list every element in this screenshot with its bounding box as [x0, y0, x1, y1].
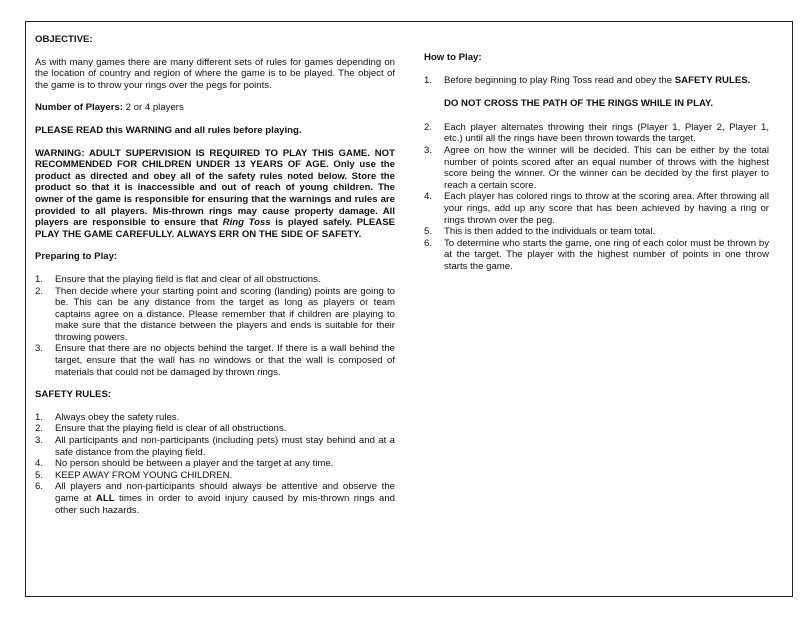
list-item [35, 343, 395, 378]
preparing-heading: Preparing to Play: [35, 251, 118, 263]
warning-game-name: Ring Toss [222, 217, 271, 229]
list-item-number: 4. [424, 191, 433, 203]
list-item [35, 435, 395, 458]
list-item [35, 274, 395, 286]
right-column [424, 52, 769, 284]
list-item [35, 458, 395, 470]
list-item [35, 286, 395, 344]
list-item-number: 2. [35, 423, 44, 435]
list-item-number: 2. [424, 121, 433, 133]
list-item [35, 470, 395, 482]
list-item-text: To determine who starts the game, one ring of each color must be thrown by at the target. The player with the highest number of points in one throw starts the game. [444, 237, 769, 272]
list-item-text: This is then added to the individuals or team total. [444, 226, 656, 238]
list-item [424, 191, 769, 226]
list-item [35, 481, 395, 516]
list-item-text: Ensure that the playing field is clear of all obstructions. [55, 423, 287, 435]
list-item-text: No person should be between a player and the target at any time. [55, 458, 334, 470]
emphasis-all: ALL [95, 493, 115, 504]
safety-rules-reference: SAFETY RULES. [674, 74, 751, 86]
list-item-text: Ensure that there are no objects behind the target. If there is a wall behind the target, ensure that the wall has no windows or that the wall is composed of materials that could not be damaged by thrown rings. [55, 343, 395, 378]
list-item [35, 412, 395, 424]
list-item-number: 2. [35, 285, 44, 297]
preparing-list [35, 274, 395, 378]
list-item-text: Ensure that the playing field is flat and clear of all obstructions. [55, 273, 321, 285]
list-item-text: Each player alternates throwing their rings (Player 1, Player 2, Player 1, etc.) until all the rings have been thrown towards the target. [444, 121, 769, 145]
safety-rules-heading: SAFETY RULES: [35, 389, 112, 401]
list-item-number: 6. [424, 237, 433, 249]
warning-part-2: is played safely. PLEASE PLAY THE GAME CAREFULLY. ALWAYS ERR ON THE SIDE OF SAFETY. [35, 217, 395, 240]
how-to-play-list [424, 75, 769, 87]
list-item-text: KEEP AWAY FROM YOUNG CHILDREN. [55, 469, 233, 481]
how-to-play-heading: How to Play: [424, 52, 482, 63]
rules-document [25, 21, 793, 597]
list-item-text: Before beginning to play Ring Toss read and obey the [444, 74, 675, 86]
list-item-number: 3. [35, 343, 44, 355]
list-item-number: 4. [35, 458, 44, 470]
objective-text: As with many games there are many different sets of rules for games depending on the location of country and region of where the game is to be played. The object of the game is to throw your rings over the pegs for points. [35, 56, 395, 91]
list-item [424, 226, 769, 238]
list-item-number: 5. [35, 469, 44, 481]
left-column [35, 34, 395, 527]
list-item [35, 423, 395, 435]
list-item-text: All participants and non-participants (including pets) must stay behind and at a safe distance from the playing field. [55, 435, 395, 458]
list-item-text: Always obey the safety rules. [55, 411, 180, 423]
list-item-text: Each player has colored rings to throw at the scoring area. After throwing all your rings, add up any score that has been achieved by having a ring or rings thrown over the peg. [444, 191, 769, 226]
players-label: Number of Players: [35, 102, 123, 114]
list-item-text: Then decide where your starting point and scoring (landing) points are going to be. This can be any distance from the target as long as players or team captains agree on a distance. Please remember that if children are playing to make sure that the distance between the players and ends is suitable for their throwing powers. [55, 285, 395, 343]
warning-part-1: WARNING: ADULT SUPERVISION IS REQUIRED TO PLAY THIS GAME. NOT RECOMMENDED FOR CHILDREN UNDER 13 YEARS OF AGE. Only use the product as directed and obey all of the safety rules noted below. Store the product so that it is inaccessible and out of reach of young children. The owner of the game is responsible for ensuring that the warnings and rules are provided to all players. Mis-thrown rings may cause property damage. All players are responsible to ensure that [35, 147, 395, 229]
list-item-number: 6. [35, 481, 44, 493]
list-item-number: 1. [35, 411, 44, 423]
players-value: 2 or 4 players [122, 102, 184, 114]
list-item-text: Agree on how the winner will be decided. This can be either by the total number of points scored after an equal number of throws with the highest score being the winner. Or the winner can be decided by the first player to reach a certain score. [444, 144, 769, 191]
list-item-number: 3. [424, 144, 433, 156]
warning-text [35, 148, 395, 241]
safety-warning-note: DO NOT CROSS THE PATH OF THE RINGS WHILE IN PLAY. [444, 98, 713, 110]
number-of-players [35, 102, 395, 114]
list-item-text: All players and non-participants should always be attentive and observe the game at [55, 481, 395, 504]
list-item [424, 122, 769, 145]
safety-rules-list [35, 412, 395, 516]
list-item-number: 5. [424, 226, 433, 238]
list-item-number: 3. [35, 435, 44, 447]
list-item-text-end: times in order to avoid injury caused by mis-thrown rings and other such hazards. [55, 493, 395, 516]
list-item-number: 1. [424, 74, 433, 86]
how-to-play-list-continued [424, 122, 769, 273]
list-item-number: 1. [35, 273, 44, 285]
list-item [424, 238, 769, 273]
list-item [424, 75, 769, 87]
please-read-notice: PLEASE READ this WARNING and all rules before playing. [35, 124, 302, 136]
list-item [424, 145, 769, 191]
objective-heading: OBJECTIVE: [35, 34, 93, 45]
